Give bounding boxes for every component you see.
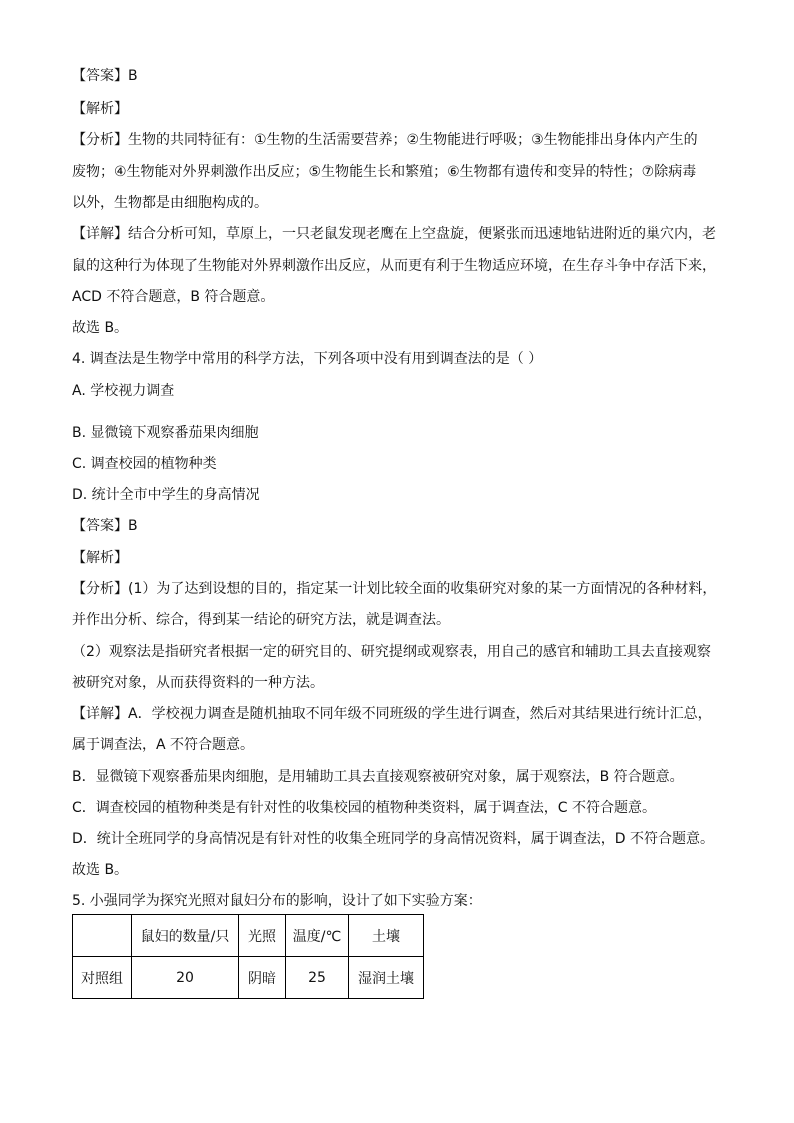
table-cell: 25 <box>286 957 349 999</box>
table-cell: 湿润土壤 <box>349 957 424 999</box>
q5-stem: 5. 小强同学为探究光照对鼠妇分布的影响，设计了如下实验方案： <box>72 893 482 909</box>
q3-analysis-line-1: 【分析】生物的共同特征有：①生物的生活需要营养；②生物能进行呼吸；③生物能排出身体内产生的 <box>72 132 698 148</box>
q4-answer: 【答案】B <box>72 518 138 534</box>
table-header-cell <box>73 915 132 957</box>
table-row <box>73 957 424 999</box>
q4-option-a: A. 学校视力调查 <box>72 383 175 399</box>
q4-stem: 4. 调查法是生物学中常用的科学方法，下列各项中没有用到调查法的是（ ） <box>72 351 543 367</box>
q4-detail-line-5: D．统计全班同学的身高情况是有针对性的收集全班同学的身高情况资料，属于调查法，D 不符合题意。 <box>72 831 715 847</box>
q4-detail-line-4: C．调查校园的植物种类是有针对性的收集校园的植物种类资料，属于调查法，C 不符合题意。 <box>72 800 656 816</box>
q4-detail-line-1: 【详解】A．学校视力调查是随机抽取不同年级不同班级的学生进行调查，然后对其结果进行统计汇总， <box>72 706 712 722</box>
table-header-row <box>73 915 424 957</box>
q4-analysis-line-2: 并作出分析、综合，得到某一结论的研究方法，就是调查法。 <box>72 612 450 628</box>
q4-detail-line-3: B．显微镜下观察番茄果肉细胞，是用辅助工具去直接观察被研究对象，属于观察法，B 符合题意。 <box>72 769 684 785</box>
table-cell: 对照组 <box>73 957 132 999</box>
q4-analysis-line-4: 被研究对象，从而获得资料的一种方法。 <box>72 675 324 691</box>
q3-analysis-line-3: 以外，生物都是由细胞构成的。 <box>72 195 268 211</box>
table-header-cell: 温度/℃ <box>286 915 349 957</box>
experiment-table <box>72 914 424 999</box>
q4-option-c: C. 调查校园的植物种类 <box>72 456 217 472</box>
table-header-cell: 土壤 <box>349 915 424 957</box>
q4-option-b: B. 显微镜下观察番茄果肉细胞 <box>72 425 259 441</box>
q3-detail-line-1: 【详解】结合分析可知，草原上，一只老鼠发现老鹰在上空盘旋，便紧张而迅速地钻进附近的巢穴内，老 <box>72 226 716 242</box>
table-header-cell: 鼠妇的数量/只 <box>132 915 239 957</box>
q4-analysis-line-3: （2）观察法是指研究者根据一定的研究目的、研究提纲或观察表，用自己的感官和辅助工具去直接观察 <box>72 644 711 660</box>
q4-analysis-heading: 【解析】 <box>72 550 128 566</box>
q3-answer: 【答案】B <box>72 68 138 84</box>
q4-option-d: D. 统计全市中学生的身高情况 <box>72 487 260 503</box>
table-header-cell: 光照 <box>239 915 286 957</box>
q3-conclusion: 故选 B。 <box>72 320 129 336</box>
table-cell: 阴暗 <box>239 957 286 999</box>
q4-detail-line-2: 属于调查法，A 不符合题意。 <box>72 737 255 753</box>
q3-analysis-heading: 【解析】 <box>72 101 128 117</box>
q3-detail-line-3: ACD 不符合题意，B 符合题意。 <box>72 289 275 305</box>
table-cell: 20 <box>132 957 239 999</box>
q3-analysis-line-2: 废物；④生物能对外界刺激作出反应；⑤生物能生长和繁殖；⑥生物都有遗传和变异的特性；⑦除病毒 <box>72 164 697 180</box>
q4-conclusion: 故选 B。 <box>72 862 129 878</box>
q4-analysis-line-1: 【分析】(1）为了达到设想的目的，指定某一计划比较全面的收集研究对象的某一方面情况的各种材料， <box>72 581 717 597</box>
q3-detail-line-2: 鼠的这种行为体现了生物能对外界刺激作出反应，从而更有利于生物适应环境，在生存斗争中存活下来， <box>72 258 716 274</box>
